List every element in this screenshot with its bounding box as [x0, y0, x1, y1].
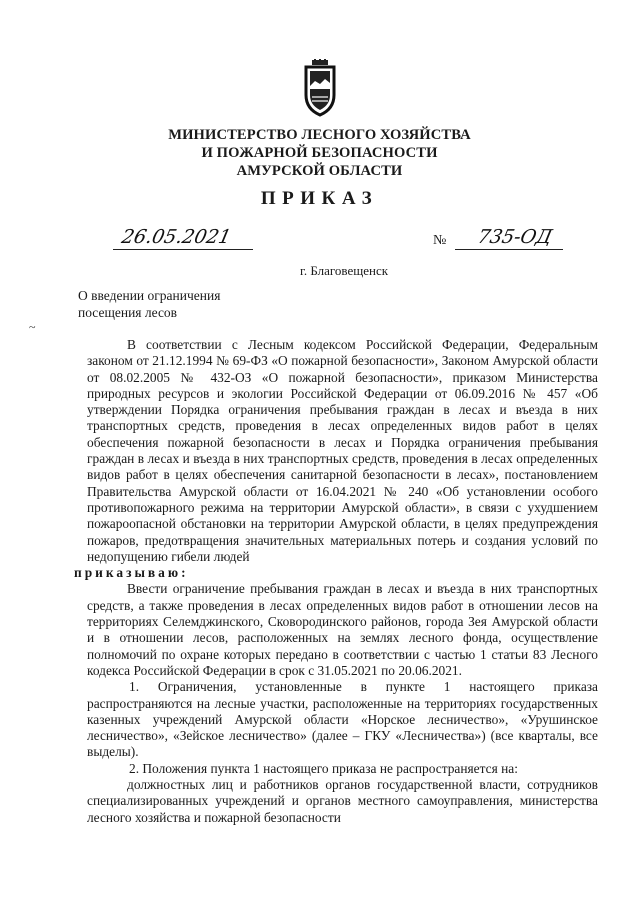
coat-of-arms-icon — [301, 59, 339, 117]
handwritten-number: 735-ОД — [475, 226, 555, 248]
city-name: г. Благовещенск — [300, 263, 389, 278]
preamble-paragraph: В соответствии с Лесным кодексом Российской Федерации, Федеральным законом от 21.12.1994 № 69-ФЗ «О пожарной безопасности», Законом Амурской области от 08.02.2005 № 432-ОЗ «О пожарной безопасности», приказом Министерства природных ресурсов и экологии Российской Федерации от 06.09.2016 № 457 «Об утверждении Порядка ограничения пребывания граждан в лесах и въезда в них транспортных средств, проведения в лесах определенных видов работ в целях обеспечения пожарной безопасности в лесах и Порядка ограничения пребывания граждан в лесах и въезда в них транспортных средств, проведения в лесах определенных видов работ в целях обеспечения санитарной безопасности в лесах», постановлением Правительства Амурской области от 16.04.2021 № 240 «Об установлении особого противопожарного режима на территории Амурской области», в связи с ухудшением пожароопасной обстановки на территории Амурской области, в целях предупреждения пожаров, предотвращения значительных материальных потерь и создания условий по недопущению гибели людей — [87, 337, 598, 564]
document-type-title: ПРИКАЗ — [260, 188, 379, 209]
handwritten-date: 26.05.2021 — [119, 226, 234, 248]
date-underline — [113, 249, 253, 250]
order-word-text: приказываю: — [74, 565, 189, 581]
item-2-paragraph: 2. Положения пункта 1 настоящего приказа не распространяется на: — [129, 760, 518, 776]
order-word — [74, 565, 598, 581]
number-label: № — [433, 233, 447, 248]
ministry-title-line-2: И ПОЖАРНОЙ БЕЗОПАСНОСТИ — [201, 145, 438, 161]
main-paragraph: Ввести ограничение пребывания граждан в лесах и въезда в них транспортных средств, а также проведения в лесах определенных видов работ в отношении лесов на территориях Селемджинского, Сковородинского районов, города Зея Амурской области и в отношении лесов, расположенных на землях лесного фонда, осуществление полномочий по охране которых передано в соответствии с частью 1 статьи 83 Лесного кодекса Российской Федерации в срок с 31.05.2021 по 20.06.2021. — [87, 581, 598, 678]
subject-line-2: посещения лесов — [78, 305, 178, 320]
item-2-text-paragraph: должностных лиц и работников органов государственной власти, сотрудников специализированных учреждений и органов местного самоуправления, министерства лесного хозяйства и пожарной безопасности — [87, 777, 598, 825]
margin-mark: ~ — [29, 320, 36, 334]
item-1-paragraph: 1. Ограничения, установленные в пункте 1 настоящего приказа распространяются на лесные участки, расположенные на территориях государственных казенных учреждений Амурской области «Норское лесничество», «Урушинское лесничество», «Зейское лесничество» (далее – ГКУ «Лесничества») (все кварталы, все выделы). — [87, 679, 598, 760]
document-body — [74, 337, 598, 826]
subject-line-1: О введении ограничения — [78, 288, 221, 303]
number-underline — [455, 249, 563, 250]
ministry-title-line-1: МИНИСТЕРСТВО ЛЕСНОГО ХОЗЯЙСТВА — [168, 127, 471, 143]
ministry-title-line-3: АМУРСКОЙ ОБЛАСТИ — [236, 163, 403, 179]
